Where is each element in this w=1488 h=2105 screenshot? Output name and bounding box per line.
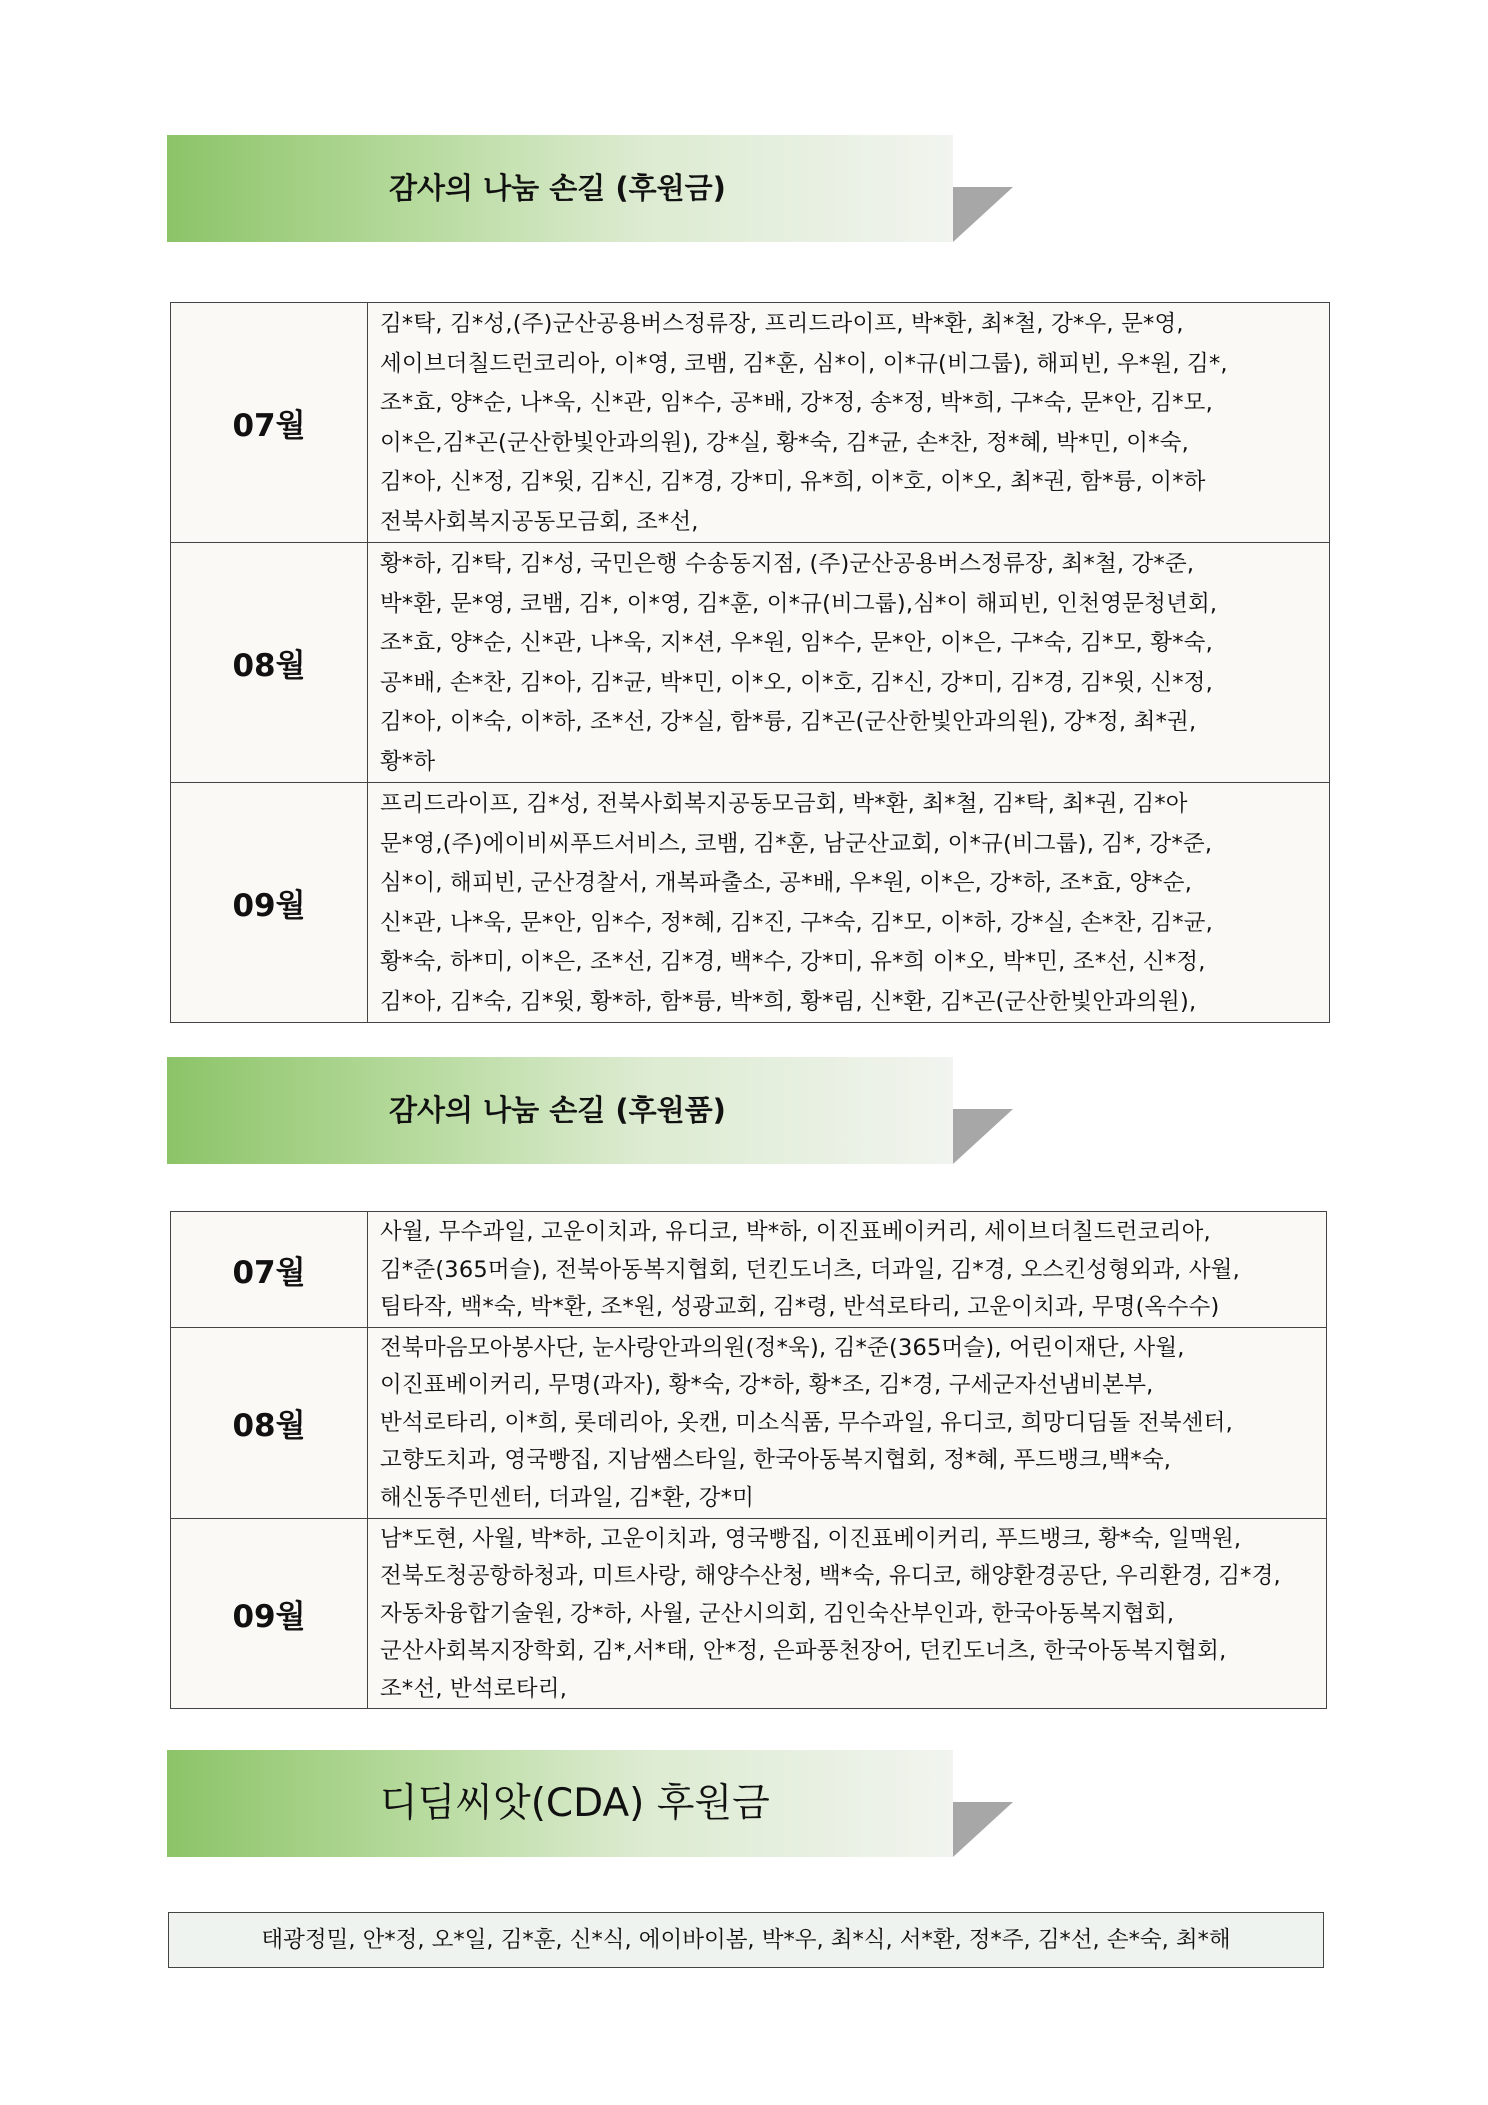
names-cell <box>368 1518 1327 1709</box>
donor-line: 전북도청공항하청과, 미트사랑, 해양수산청, 백*숙, 유디코, 해양환경공단, 우리환경, 김*경, <box>380 1563 1281 1589</box>
donor-line: 황*하 <box>380 748 436 775</box>
money-donor-table <box>170 302 1330 1023</box>
donor-line: 신*관, 나*욱, 문*안, 임*수, 정*혜, 김*진, 구*숙, 김*모, 이*하, 강*실, 손*찬, 김*균, <box>380 909 1213 936</box>
table-row <box>171 303 1330 543</box>
donor-line: 조*효, 양*순, 나*욱, 신*관, 임*수, 공*배, 강*정, 송*정, 박*희, 구*숙, 문*안, 김*모, <box>380 390 1213 416</box>
names-cell <box>368 1327 1327 1518</box>
donor-line: 사월, 무수과일, 고운이치과, 유디코, 박*하, 이진표베이커리, 세이브더칠드런코리아, <box>380 1219 1211 1245</box>
donor-line: 김*준(365머슬), 전북아동복지협회, 던킨도너츠, 더과일, 김*경, 오스킨성형외과, 사월, <box>380 1256 1240 1283</box>
donor-line: 자동차융합기술원, 강*하, 사월, 군산시의회, 김인숙산부인과, 한국아동복지협회, <box>380 1600 1175 1627</box>
donor-line: 심*이, 해피빈, 군산경찰서, 개복파출소, 공*배, 우*원, 이*은, 강*하, 조*효, 양*순, <box>380 870 1193 896</box>
donor-line: 이*은,김*곤(군산한빛안과의원), 강*실, 황*숙, 김*균, 손*찬, 정*혜, 박*민, 이*숙, <box>380 429 1189 456</box>
donor-line: 군산사회복지장학회, 김*,서*태, 안*정, 은파풍천장어, 던킨도너츠, 한국아동복지협회, <box>380 1638 1227 1664</box>
donor-line: 황*하, 김*탁, 김*성, 국민은행 수송동지점, (주)군산공용버스정류장, 최*철, 강*준, <box>380 551 1195 577</box>
donor-line: 황*숙, 하*미, 이*은, 조*선, 김*경, 백*수, 강*미, 유*희 이*오, 박*민, 조*선, 신*정, <box>380 949 1206 975</box>
donor-line: 해신동주민센터, 더과일, 김*환, 강*미 <box>380 1484 755 1511</box>
donor-line: 공*배, 손*찬, 김*아, 김*균, 박*민, 이*오, 이*호, 김*신, 강*미, 김*경, 김*윗, 신*정, <box>380 669 1213 696</box>
cda-donor-box: 태광정밀, 안*정, 오*일, 김*훈, 신*식, 에이바이봄, 박*우, 최*식, 서*환, 정*주, 김*선, 손*숙, 최*해 <box>168 1912 1324 1968</box>
names-cell <box>368 303 1330 543</box>
donor-line: 남*도현, 사월, 박*하, 고운이치과, 영국빵집, 이진표베이커리, 푸드뱅크, 황*숙, 일맥원, <box>380 1525 1242 1552</box>
banner-corner-decoration <box>953 1109 1013 1164</box>
donor-line: 세이브더칠드런코리아, 이*영, 코뱀, 김*훈, 심*이, 이*규(비그룹), 해피빈, 우*원, 김*, <box>380 350 1228 377</box>
banner-corner-decoration <box>953 187 1013 242</box>
section-banner-money <box>167 135 1012 242</box>
table-row <box>171 543 1330 783</box>
month-cell: 09월 <box>171 1518 368 1709</box>
donor-line: 반석로타리, 이*희, 롯데리아, 옷캔, 미소식품, 무수과일, 유디코, 희망디딤돌 전북센터, <box>380 1409 1233 1436</box>
section-title: 감사의 나눔 손길 (후원금) <box>389 171 726 205</box>
donor-line: 문*영,(주)에이비씨푸드서비스, 코뱀, 김*훈, 남군산교회, 이*규(비그룹), 김*, 강*준, <box>380 830 1213 857</box>
month-cell: 07월 <box>171 303 368 543</box>
donor-line: 조*선, 반석로타리, <box>380 1675 568 1702</box>
donor-line: 고향도치과, 영국빵집, 지남쌤스타일, 한국아동복지협회, 정*혜, 푸드뱅크,백*숙, <box>380 1447 1172 1473</box>
donor-line: 팀타작, 백*숙, 박*환, 조*원, 성광교회, 김*령, 반석로타리, 고운이치과, 무명(옥수수) <box>380 1294 1220 1320</box>
section-banner-goods <box>167 1057 1012 1164</box>
section-banner-cda <box>167 1750 1012 1857</box>
donor-line: 김*아, 신*정, 김*윗, 김*신, 김*경, 강*미, 유*희, 이*호, 이*오, 최*권, 함*륭, 이*하 <box>380 469 1206 495</box>
donor-line: 프리드라이프, 김*성, 전북사회복지공동모금회, 박*환, 최*철, 김*탁, 최*권, 김*아 <box>380 791 1188 817</box>
donor-line: 전북마음모아봉사단, 눈사랑안과의원(정*욱), 김*준(365머슬), 어린이재단, 사월, <box>380 1334 1185 1361</box>
banner-corner-decoration <box>953 1802 1013 1857</box>
table-row <box>171 1327 1327 1518</box>
section-title: 감사의 나눔 손길 (후원품) <box>389 1093 726 1127</box>
table-row <box>171 1212 1327 1328</box>
month-cell: 08월 <box>171 1327 368 1518</box>
month-cell: 08월 <box>171 543 368 783</box>
table-row <box>171 783 1330 1023</box>
donor-line: 김*아, 이*숙, 이*하, 조*선, 강*실, 함*륭, 김*곤(군산한빛안과의원), 강*정, 최*권, <box>380 709 1197 735</box>
goods-donor-table <box>170 1211 1327 1709</box>
names-cell <box>368 1212 1327 1328</box>
donor-line: 전북사회복지공동모금회, 조*선, <box>380 508 699 535</box>
donor-line: 이진표베이커리, 무명(과자), 황*숙, 강*하, 황*조, 김*경, 구세군자선냄비본부, <box>380 1372 1154 1398</box>
donor-line: 김*탁, 김*성,(주)군산공용버스정류장, 프리드라이프, 박*환, 최*철, 강*우, 문*영, <box>380 311 1184 337</box>
names-cell <box>368 543 1330 783</box>
month-cell: 09월 <box>171 783 368 1023</box>
table-row <box>171 1518 1327 1709</box>
names-cell <box>368 783 1330 1023</box>
section-title: 디딤씨앗(CDA) 후원금 <box>380 1781 770 1826</box>
donor-line: 김*아, 김*숙, 김*윗, 황*하, 함*륭, 박*희, 황*림, 신*환, 김*곤(군산한빛안과의원), <box>380 988 1197 1015</box>
month-cell: 07월 <box>171 1212 368 1328</box>
donor-line: 박*환, 문*영, 코뱀, 김*, 이*영, 김*훈, 이*규(비그룹),심*이 해피빈, 인천영문청년회, <box>380 590 1218 617</box>
donor-line: 조*효, 양*순, 신*관, 나*욱, 지*션, 우*원, 임*수, 문*안, 이*은, 구*숙, 김*모, 황*숙, <box>380 630 1213 656</box>
